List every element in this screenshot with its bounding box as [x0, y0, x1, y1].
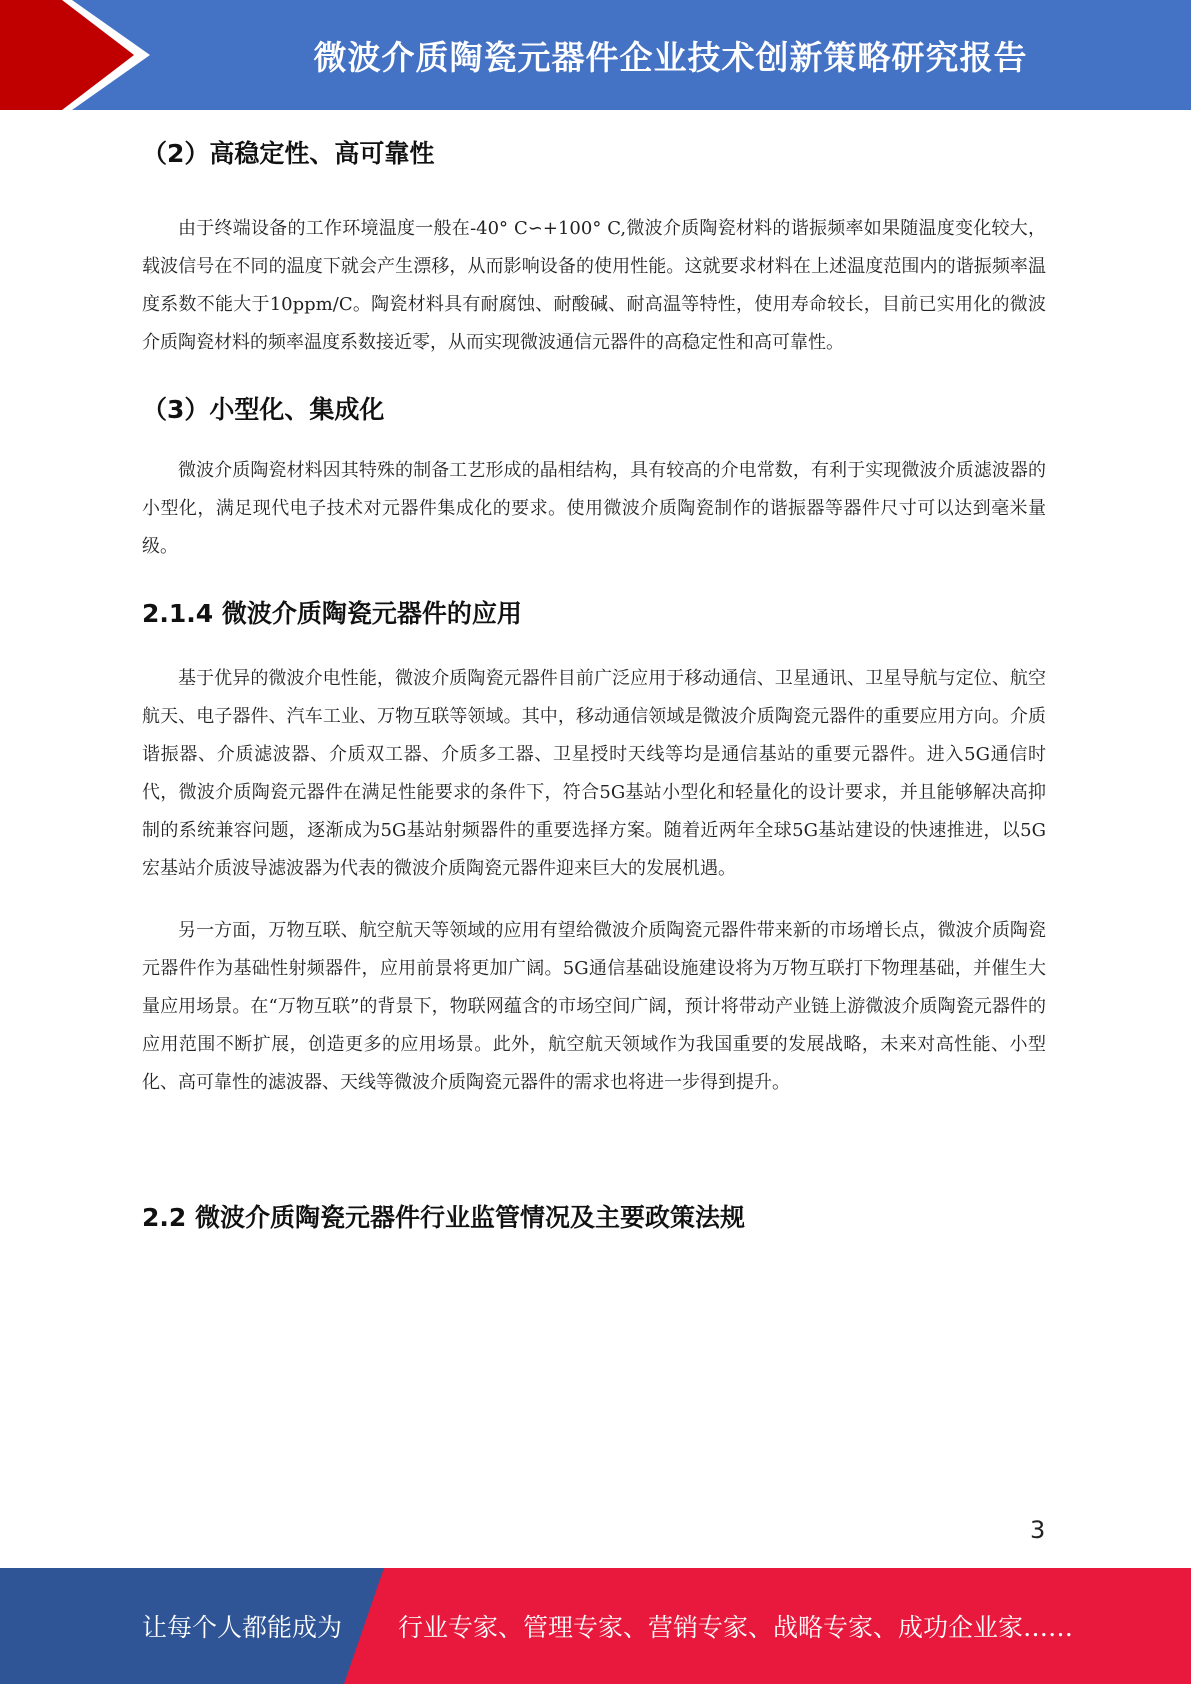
paragraph-applications-1: 基于优异的微波介电性能，微波介质陶瓷元器件目前广泛应用于移动通信、卫星通讯、卫星导航与定位、航空航天、电子器件、汽车工业、万物互联等领域。其中，移动通信领域是微波介质陶瓷元器件的重要应用方向。介质谐振器、介质滤波器、介质双工器、介质多工器、卫星授时天线等均是通信基站的重要元器件。进入5G通信时代，微波介质陶瓷元器件在满足性能要求的条件下，符合5G基站小型化和轻量化的设计要求，并且能够解决高抑制的系统兼容问题，逐渐成为5G基站射频器件的重要选择方案。随着近两年全球5G基站建设的快速推进，以5G宏基站介质波导滤波器为代表的微波介质陶瓷元器件迎来巨大的发展机遇。: [142, 668, 1046, 879]
footer-slogan-right: 行业专家、管理专家、营销专家、战略专家、成功企业家……: [398, 1613, 1074, 1642]
header-chevron-decoration: [0, 0, 150, 110]
section-heading-regulation: 2.2 微波介质陶瓷元器件行业监管情况及主要政策法规: [142, 1203, 745, 1232]
paragraph-applications-2: 另一方面，万物互联、航空航天等领域的应用有望给微波介质陶瓷元器件带来新的市场增长点，微波介质陶瓷元器件作为基础性射频器件，应用前景将更加广阔。5G通信基础设施建设将为万物互联打下物理基础，并催生大量应用场景。在“万物互联”的背景下，物联网蕴含的市场空间广阔，预计将带动产业链上游微波介质陶瓷元器件的应用范围不断扩展，创造更多的应用场景。此外，航空航天领域作为我国重要的发展战略，未来对高性能、小型化、高可靠性的滤波器、天线等微波介质陶瓷元器件的需求也将进一步得到提升。: [142, 920, 1046, 1093]
report-title: 微波介质陶瓷元器件企业技术创新策略研究报告: [313, 37, 1028, 77]
page-footer: [0, 1568, 1191, 1684]
paragraph-stability: 由于终端设备的工作环境温度一般在-40° C∽+100° C,微波介质陶瓷材料的谐振频率如果随温度变化较大，载波信号在不同的温度下就会产生漂移，从而影响设备的使用性能。这就要求材料在上述温度范围内的谐振频率温度系数不能大于10ppm/C。陶瓷材料具有耐腐蚀、耐酸碱、耐高温等特性，使用寿命较长，目前已实用化的微波介质陶瓷材料的频率温度系数接近零，从而实现微波通信元器件的高稳定性和高可靠性。: [142, 218, 1046, 353]
section-heading-miniaturization: （3）小型化、集成化: [142, 395, 385, 424]
footer-slogan-left: 让每个人都能成为: [142, 1613, 343, 1642]
section-heading-applications: 2.1.4 微波介质陶瓷元器件的应用: [142, 599, 522, 628]
paragraph-miniaturization: 微波介质陶瓷材料因其特殊的制备工艺形成的晶相结构，具有较高的介电常数，有利于实现微波介质滤波器的小型化，满足现代电子技术对元器件集成化的要求。使用微波介质陶瓷制作的谐振器等器件尺寸可以达到毫米量级。: [142, 460, 1046, 557]
page-content: [142, 110, 1046, 1234]
section-heading-stability: （2）高稳定性、高可靠性: [142, 139, 435, 168]
page-header: [0, 0, 1191, 110]
page-number: 3: [1030, 1516, 1046, 1544]
